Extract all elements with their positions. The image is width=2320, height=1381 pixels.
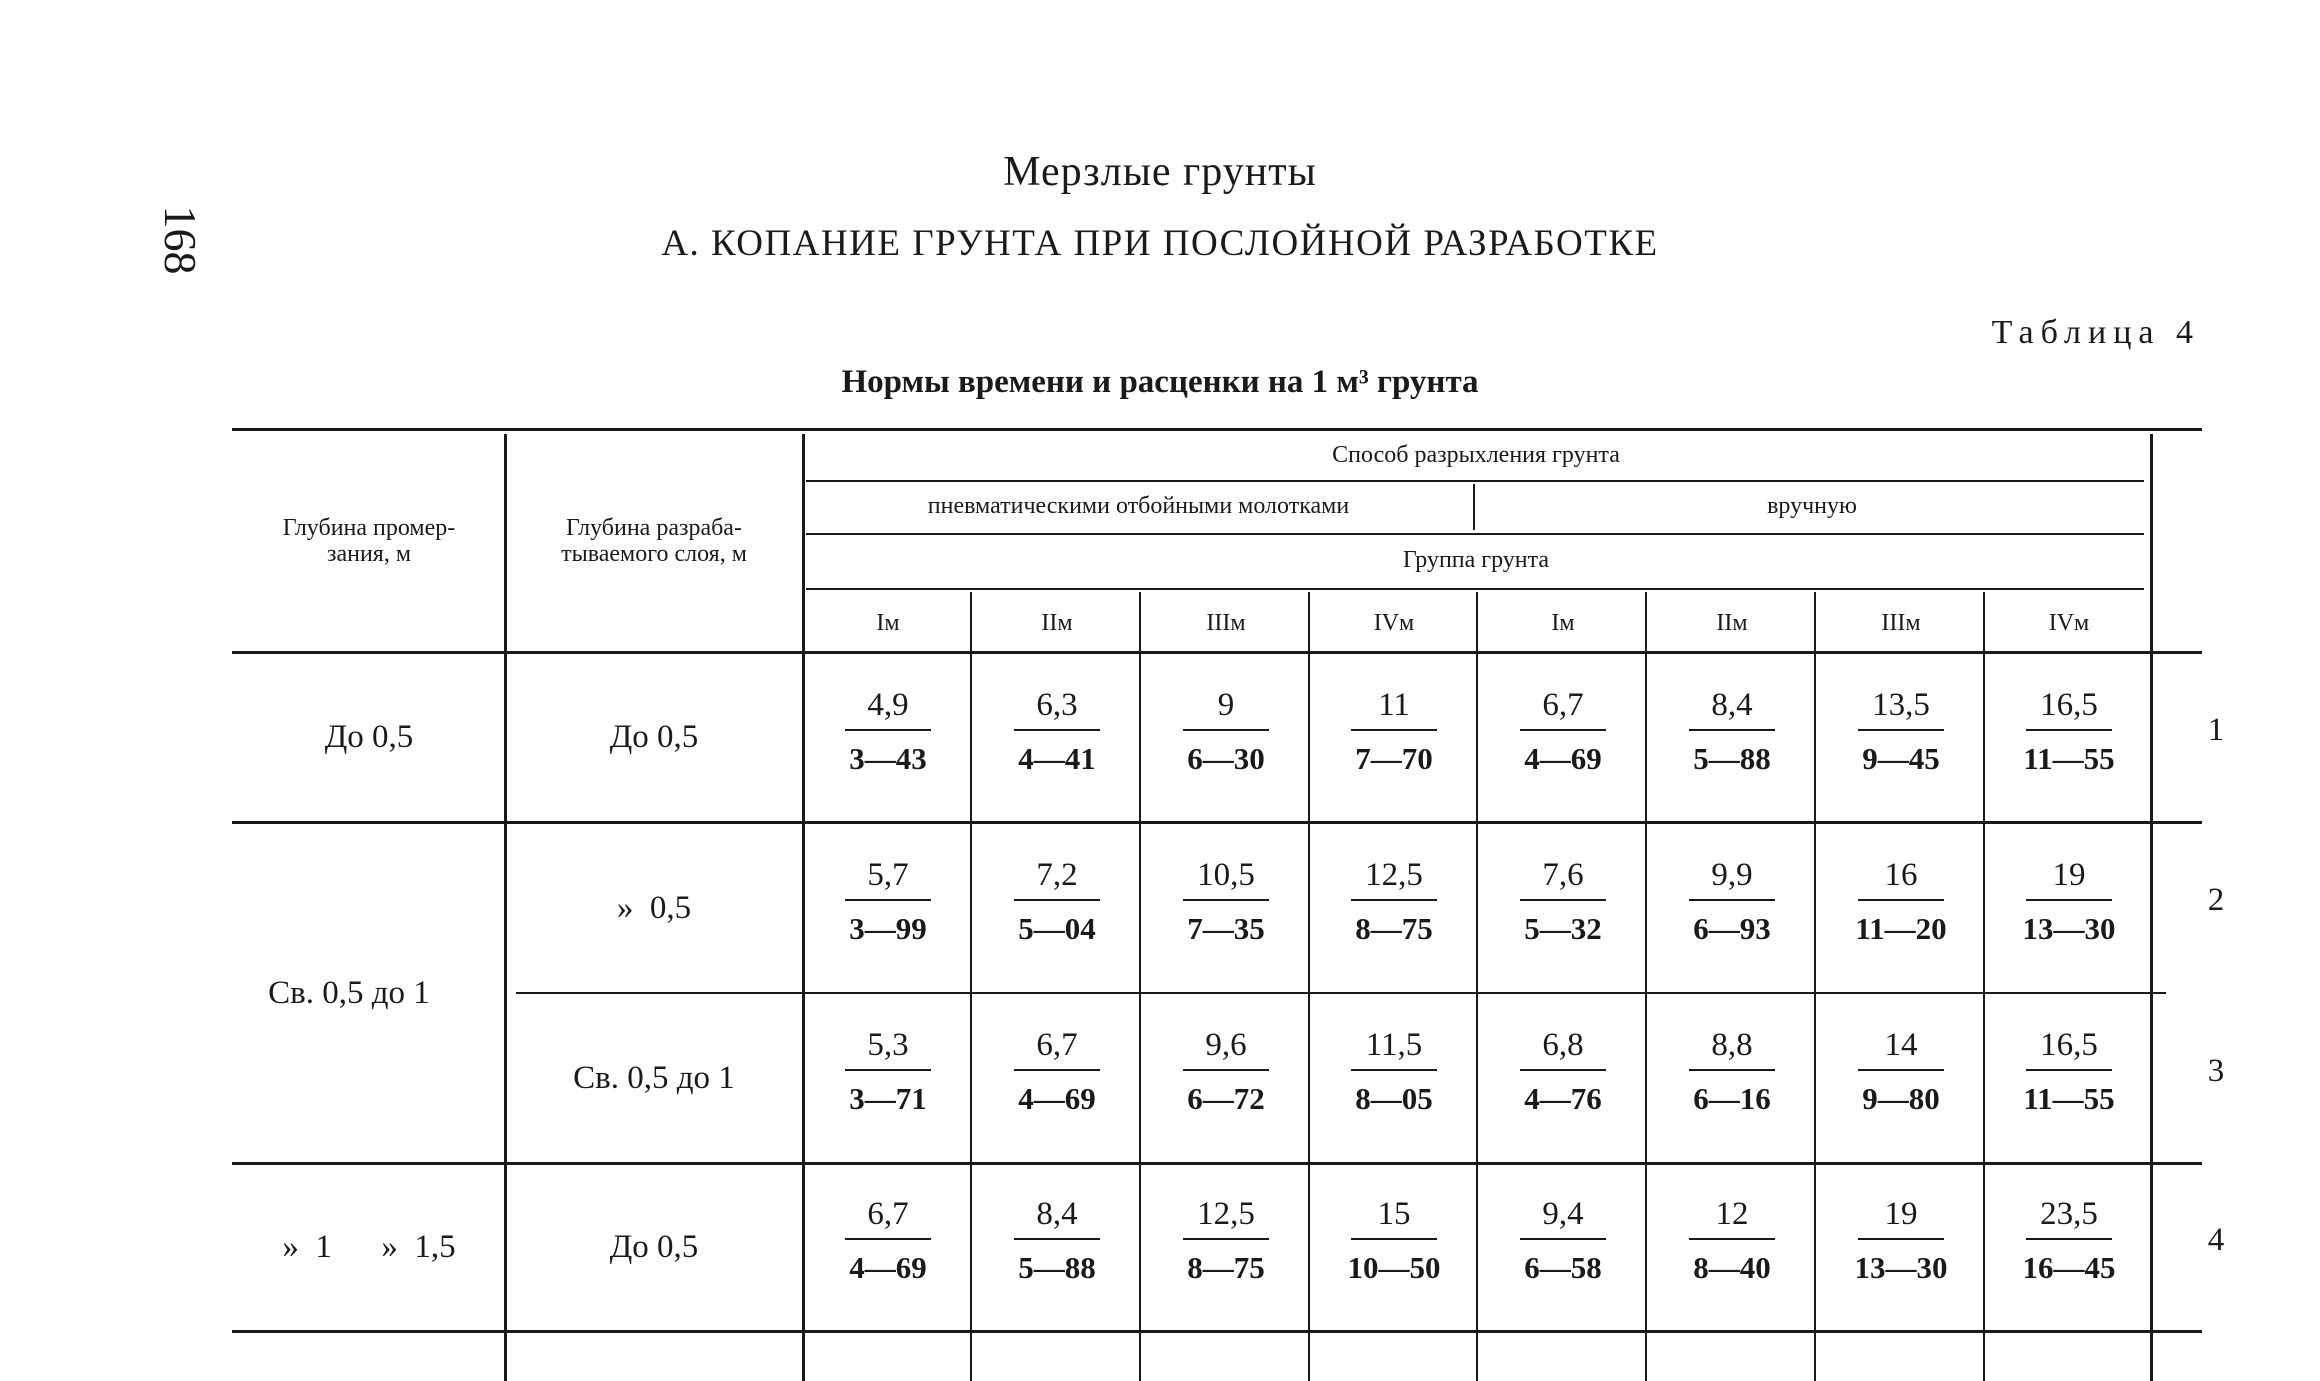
row-4-freeze-depth: » 1 » 1,5 bbox=[282, 1229, 456, 1265]
time-norm-value: 6,8 bbox=[1542, 1027, 1584, 1063]
rate-value: 5—88 bbox=[1018, 1250, 1096, 1285]
norm-rate-cell bbox=[803, 1023, 973, 1121]
time-norm-value: 11,5 bbox=[1365, 1027, 1423, 1063]
time-norm-value: 5,3 bbox=[867, 1027, 909, 1063]
group-header: Iм bbox=[876, 610, 900, 636]
row-2-layer-depth: » 0,5 bbox=[616, 889, 692, 926]
rate-value: 3—99 bbox=[849, 911, 927, 946]
rate-value: 11—55 bbox=[2023, 741, 2115, 776]
section-title: Мерзлые грунты bbox=[1003, 149, 1317, 195]
norm-rate-cell bbox=[1816, 683, 1986, 781]
time-norm-value: 16,5 bbox=[2040, 687, 2098, 723]
rate-value: 11—55 bbox=[2023, 1081, 2115, 1116]
time-norm-value: 23,5 bbox=[2040, 1196, 2098, 1232]
fraction-bar bbox=[1858, 1069, 1944, 1071]
row-index: 2 bbox=[2207, 882, 2225, 918]
rate-value: 11—20 bbox=[1855, 911, 1947, 946]
table-top-rule bbox=[232, 428, 2202, 431]
method-rule bbox=[806, 480, 2144, 482]
fraction-bar bbox=[1351, 899, 1437, 901]
norm-rate-cell bbox=[1141, 1023, 1311, 1121]
row-1-layer-depth: До 0,5 bbox=[609, 719, 699, 755]
time-norm-value: 9,9 bbox=[1711, 857, 1753, 893]
header-method: Способ разрыхления грунта bbox=[1332, 442, 1620, 469]
rate-value: 5—88 bbox=[1693, 741, 1771, 776]
fraction-bar bbox=[2026, 1069, 2112, 1071]
time-norm-value: 16 bbox=[1884, 857, 1918, 893]
page-number: 168 bbox=[155, 205, 206, 275]
norm-rate-cell bbox=[1141, 683, 1311, 781]
time-norm-value: 10,5 bbox=[1197, 857, 1255, 893]
fraction-bar bbox=[2026, 899, 2112, 901]
norm-rate-cell bbox=[1984, 1192, 2154, 1290]
time-norm-value: 8,4 bbox=[1711, 687, 1753, 723]
method-divider bbox=[1473, 484, 1475, 530]
header-pneumatic: пневматическими отбойными молотками bbox=[927, 493, 1350, 520]
rate-value: 4—76 bbox=[1524, 1081, 1602, 1116]
time-norm-value: 9,6 bbox=[1205, 1027, 1247, 1063]
rate-value: 16—45 bbox=[2022, 1250, 2116, 1285]
fraction-bar bbox=[1520, 1238, 1606, 1240]
norm-rate-cell bbox=[972, 1192, 1142, 1290]
group-header: IVм bbox=[1373, 610, 1415, 636]
group-header: IIIм bbox=[1206, 610, 1246, 636]
norm-rate-cell bbox=[972, 1023, 1142, 1121]
row-2-freeze-depth: Св. 0,5 до 1 bbox=[268, 974, 430, 1011]
norm-rate-cell bbox=[1309, 853, 1479, 951]
time-norm-value: 15 bbox=[1377, 1196, 1411, 1232]
row-1-freeze-depth: До 0,5 bbox=[324, 719, 414, 755]
time-norm-value: 11 bbox=[1378, 687, 1410, 723]
subsection-title: А. КОПАНИЕ ГРУНТА ПРИ ПОСЛОЙНОЙ РАЗРАБОТКЕ bbox=[661, 223, 1659, 264]
norm-rate-cell bbox=[1647, 1192, 1817, 1290]
rate-value: 6—93 bbox=[1693, 911, 1771, 946]
norm-rate-cell bbox=[1309, 683, 1479, 781]
rate-value: 4—69 bbox=[1524, 741, 1602, 776]
fraction-bar bbox=[2026, 729, 2112, 731]
time-norm-value: 9,4 bbox=[1542, 1196, 1584, 1232]
norm-rate-cell bbox=[1478, 853, 1648, 951]
group-rule bbox=[806, 588, 2144, 590]
fraction-bar bbox=[1520, 899, 1606, 901]
norm-rate-cell bbox=[803, 853, 973, 951]
rate-value: 7—35 bbox=[1187, 911, 1265, 946]
fraction-bar bbox=[1183, 1238, 1269, 1240]
fraction-bar bbox=[1858, 1238, 1944, 1240]
header-depth-layer: Глубина разраба- тываемого слоя, м bbox=[561, 515, 747, 567]
rate-value: 13—30 bbox=[2022, 911, 2116, 946]
rate-value: 13—30 bbox=[1854, 1250, 1948, 1285]
fraction-bar bbox=[2026, 1238, 2112, 1240]
fraction-bar bbox=[1014, 729, 1100, 731]
norm-rate-cell bbox=[1478, 683, 1648, 781]
fraction-bar bbox=[1351, 1069, 1437, 1071]
time-norm-value: 12 bbox=[1715, 1196, 1749, 1232]
norm-rate-cell bbox=[1647, 1023, 1817, 1121]
rate-value: 9—80 bbox=[1862, 1081, 1940, 1116]
subgroup-rule bbox=[806, 533, 2144, 535]
header-soil-group: Группа грунта bbox=[1402, 547, 1550, 574]
time-norm-value: 12,5 bbox=[1197, 1196, 1255, 1232]
row-4-rule bbox=[232, 1330, 2202, 1333]
norm-rate-cell bbox=[803, 683, 973, 781]
rate-value: 5—04 bbox=[1018, 911, 1096, 946]
time-norm-value: 7,2 bbox=[1036, 857, 1078, 893]
table-caption: Нормы времени и расценки на 1 м³ грунта bbox=[841, 364, 1479, 400]
norm-rate-cell bbox=[1647, 853, 1817, 951]
time-norm-value: 8,4 bbox=[1036, 1196, 1078, 1232]
time-norm-value: 6,3 bbox=[1036, 687, 1078, 723]
time-norm-value: 8,8 bbox=[1711, 1027, 1753, 1063]
time-norm-value: 19 bbox=[1884, 1196, 1918, 1232]
time-norm-value: 6,7 bbox=[867, 1196, 909, 1232]
norm-rate-cell bbox=[1647, 683, 1817, 781]
header-manual: вручную bbox=[1767, 493, 1857, 520]
time-norm-value: 9 bbox=[1217, 687, 1235, 723]
fraction-bar bbox=[845, 729, 931, 731]
time-norm-value: 16,5 bbox=[2040, 1027, 2098, 1063]
fraction-bar bbox=[1520, 1069, 1606, 1071]
group-header: Iм bbox=[1551, 610, 1575, 636]
norm-rate-cell bbox=[803, 1192, 973, 1290]
fraction-bar bbox=[1520, 729, 1606, 731]
norm-rate-cell bbox=[1478, 1023, 1648, 1121]
time-norm-value: 12,5 bbox=[1365, 857, 1423, 893]
norm-rate-cell bbox=[1984, 683, 2154, 781]
norm-rate-cell bbox=[1984, 1023, 2154, 1121]
row-index: 3 bbox=[2207, 1053, 2225, 1089]
row-4-layer-depth: До 0,5 bbox=[609, 1229, 699, 1265]
fraction-bar bbox=[845, 1238, 931, 1240]
norm-rate-cell bbox=[1816, 1023, 1986, 1121]
fraction-bar bbox=[1689, 899, 1775, 901]
rate-value: 5—32 bbox=[1524, 911, 1602, 946]
rate-value: 6—58 bbox=[1524, 1250, 1602, 1285]
rate-value: 6—30 bbox=[1187, 741, 1265, 776]
rate-value: 3—43 bbox=[849, 741, 927, 776]
norm-rate-cell bbox=[1141, 853, 1311, 951]
fraction-bar bbox=[1183, 1069, 1269, 1071]
norm-rate-cell bbox=[1478, 1192, 1648, 1290]
rate-value: 9—45 bbox=[1862, 741, 1940, 776]
time-norm-value: 5,7 bbox=[867, 857, 909, 893]
rate-value: 4—69 bbox=[1018, 1081, 1096, 1116]
rate-value: 3—71 bbox=[849, 1081, 927, 1116]
fraction-bar bbox=[1351, 1238, 1437, 1240]
group-header: IIм bbox=[1716, 610, 1748, 636]
rate-value: 8—40 bbox=[1693, 1250, 1771, 1285]
group-header: IIм bbox=[1041, 610, 1073, 636]
norm-rate-cell bbox=[1309, 1192, 1479, 1290]
group-header: IIIм bbox=[1881, 610, 1921, 636]
fraction-bar bbox=[845, 1069, 931, 1071]
norm-rate-cell bbox=[1816, 1192, 1986, 1290]
time-norm-value: 19 bbox=[2052, 857, 2086, 893]
norm-rate-cell bbox=[1309, 1023, 1479, 1121]
rate-value: 6—72 bbox=[1187, 1081, 1265, 1116]
time-norm-value: 14 bbox=[1884, 1027, 1918, 1063]
fraction-bar bbox=[1689, 1069, 1775, 1071]
rate-value: 7—70 bbox=[1355, 741, 1433, 776]
norm-rate-cell bbox=[972, 853, 1142, 951]
col-divider-1 bbox=[504, 434, 507, 1381]
fraction-bar bbox=[1183, 899, 1269, 901]
row-index: 4 bbox=[2207, 1222, 2225, 1258]
fraction-bar bbox=[1858, 729, 1944, 731]
rate-value: 10—50 bbox=[1347, 1250, 1441, 1285]
header-depth-freeze: Глубина промер- зания, м bbox=[282, 515, 456, 567]
norm-rate-cell bbox=[1141, 1192, 1311, 1290]
rate-value: 8—05 bbox=[1355, 1081, 1433, 1116]
fraction-bar bbox=[1014, 1238, 1100, 1240]
time-norm-value: 7,6 bbox=[1542, 857, 1584, 893]
group-header: IVм bbox=[2048, 610, 2090, 636]
time-norm-value: 6,7 bbox=[1036, 1027, 1078, 1063]
fraction-bar bbox=[1014, 899, 1100, 901]
rate-value: 8—75 bbox=[1187, 1250, 1265, 1285]
fraction-bar bbox=[1014, 1069, 1100, 1071]
fraction-bar bbox=[1183, 729, 1269, 731]
rate-value: 4—41 bbox=[1018, 741, 1096, 776]
rate-value: 6—16 bbox=[1693, 1081, 1771, 1116]
fraction-bar bbox=[1351, 729, 1437, 731]
fraction-bar bbox=[1689, 729, 1775, 731]
rate-value: 4—69 bbox=[849, 1250, 927, 1285]
row-3-layer-depth: Св. 0,5 до 1 bbox=[573, 1059, 735, 1096]
fraction-bar bbox=[1858, 899, 1944, 901]
time-norm-value: 6,7 bbox=[1542, 687, 1584, 723]
norm-rate-cell bbox=[1984, 853, 2154, 951]
time-norm-value: 4,9 bbox=[867, 687, 909, 723]
norm-rate-cell bbox=[972, 683, 1142, 781]
norm-rate-cell bbox=[1816, 853, 1986, 951]
fraction-bar bbox=[845, 899, 931, 901]
fraction-bar bbox=[1689, 1238, 1775, 1240]
rate-value: 8—75 bbox=[1355, 911, 1433, 946]
table-label: Таблица 4 bbox=[1991, 314, 2200, 351]
row-index: 1 bbox=[2207, 712, 2225, 748]
time-norm-value: 13,5 bbox=[1872, 687, 1930, 723]
